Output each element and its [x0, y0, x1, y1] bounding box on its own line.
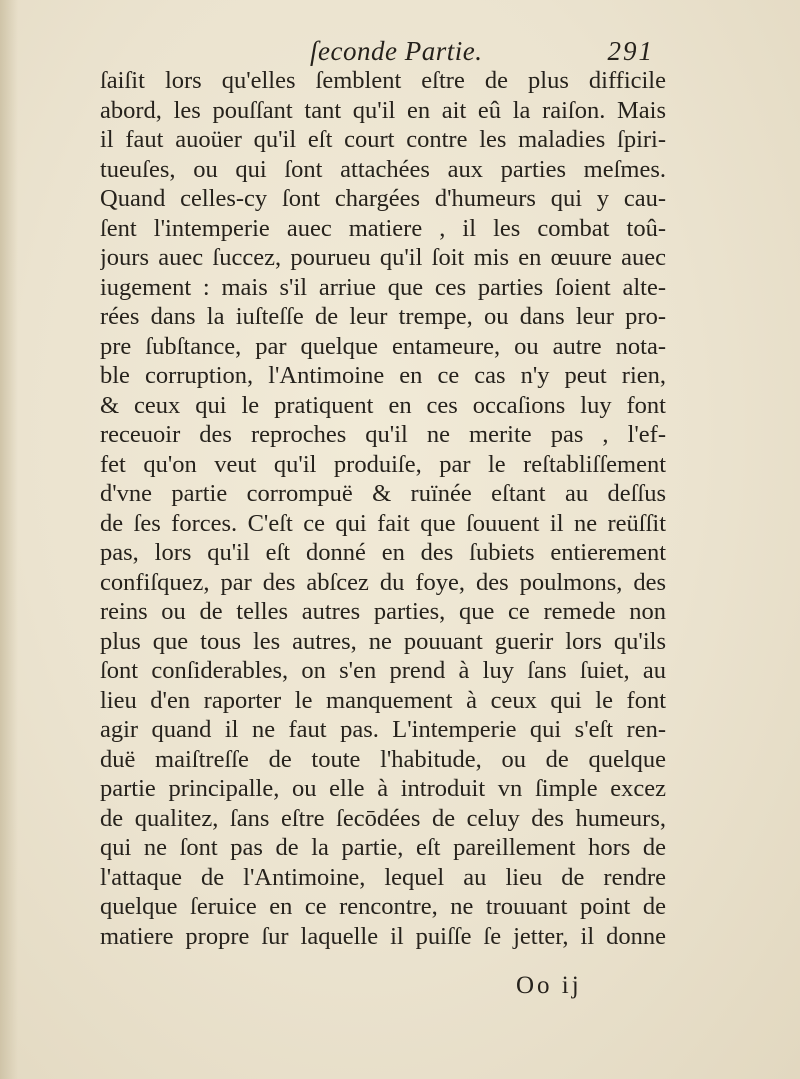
- text-line: Quand celles-cy ſont chargées d'humeurs qui y cau-: [100, 185, 666, 212]
- page-number: 291: [607, 36, 654, 66]
- body-text: [100, 66, 666, 951]
- text-line: matiere propre ſur laquelle il puiſſe ſe jetter, il donne: [100, 922, 666, 950]
- text-line: ſaiſit lors qu'elles ſemblent eſtre de plus difficile: [100, 67, 666, 94]
- running-title: ſeconde Partie.: [310, 36, 483, 66]
- text-line: duë maiſtreſſe de toute l'habitude, ou de quelque: [100, 745, 666, 773]
- text-line: partie principalle, ou elle à introduit vn ſimple excez: [100, 775, 666, 802]
- text-line: l'attaque de l'Antimoine, lequel au lieu de rendre: [100, 863, 666, 891]
- text-line: ſont conſiderables, on s'en prend à luy ſans ſuiet, au: [100, 657, 666, 684]
- text-line: pre ſubſtance, par quelque entameure, ou autre nota-: [100, 332, 666, 360]
- text-line: plus que tous les autres, ne pouuant guerir lors qu'ils: [100, 627, 666, 655]
- text-line: jours auec ſuccez, pourueu qu'il ſoit mis en œuure auec: [100, 244, 666, 271]
- text-line: ſent l'intemperie auec matiere , il les combat toû-: [100, 214, 666, 242]
- text-line: receuoir des reproches qu'il ne merite pas , l'ef-: [100, 421, 666, 448]
- text-line: iugement : mais s'il arriue que ces parties ſoient alte-: [100, 273, 666, 301]
- text-line: agir quand il ne faut pas. L'intemperie qui s'eſt ren-: [100, 716, 666, 743]
- page-header: [100, 36, 660, 68]
- text-line: d'vne partie corrompuë & ruïnée eſtant au deſſus: [100, 480, 666, 507]
- text-line: de qualitez, ſans eſtre ſecōdées de celuy des humeurs,: [100, 804, 666, 832]
- text-line: pas, lors qu'il eſt donné en des ſubiets entierement: [100, 539, 666, 566]
- text-line: tueuſes, ou qui ſont attachées aux parties meſmes.: [100, 155, 666, 183]
- text-line: fet qu'on veut qu'il produiſe, par le reſtabliſſement: [100, 450, 666, 478]
- text-line: il faut auoüer qu'il eſt court contre les maladies ſpiri-: [100, 126, 666, 153]
- text-line: confiſquez, par des abſcez du foye, des poulmons, des: [100, 568, 666, 596]
- text-line: reins ou de telles autres parties, que ce remede non: [100, 598, 666, 625]
- signature-mark: Oo ij: [516, 972, 582, 999]
- text-line: lieu d'en raporter le manquement à ceux qui le font: [100, 686, 666, 714]
- text-line: quelque ſeruice en ce rencontre, ne trouuant point de: [100, 893, 666, 920]
- text-line: de ſes forces. C'eſt ce qui fait que ſouuent il ne reüſſit: [100, 509, 666, 537]
- text-line: ble corruption, l'Antimoine en ce cas n'y peut rien,: [100, 362, 666, 389]
- text-line: abord, les pouſſant tant qu'il en ait eû la raiſon. Mais: [100, 96, 666, 124]
- text-line: rées dans la iuſteſſe de leur trempe, ou dans leur pro-: [100, 303, 666, 330]
- text-line: & ceux qui le pratiquent en ces occaſions luy font: [100, 391, 666, 419]
- text-line: qui ne ſont pas de la partie, eſt pareillement hors de: [100, 834, 666, 861]
